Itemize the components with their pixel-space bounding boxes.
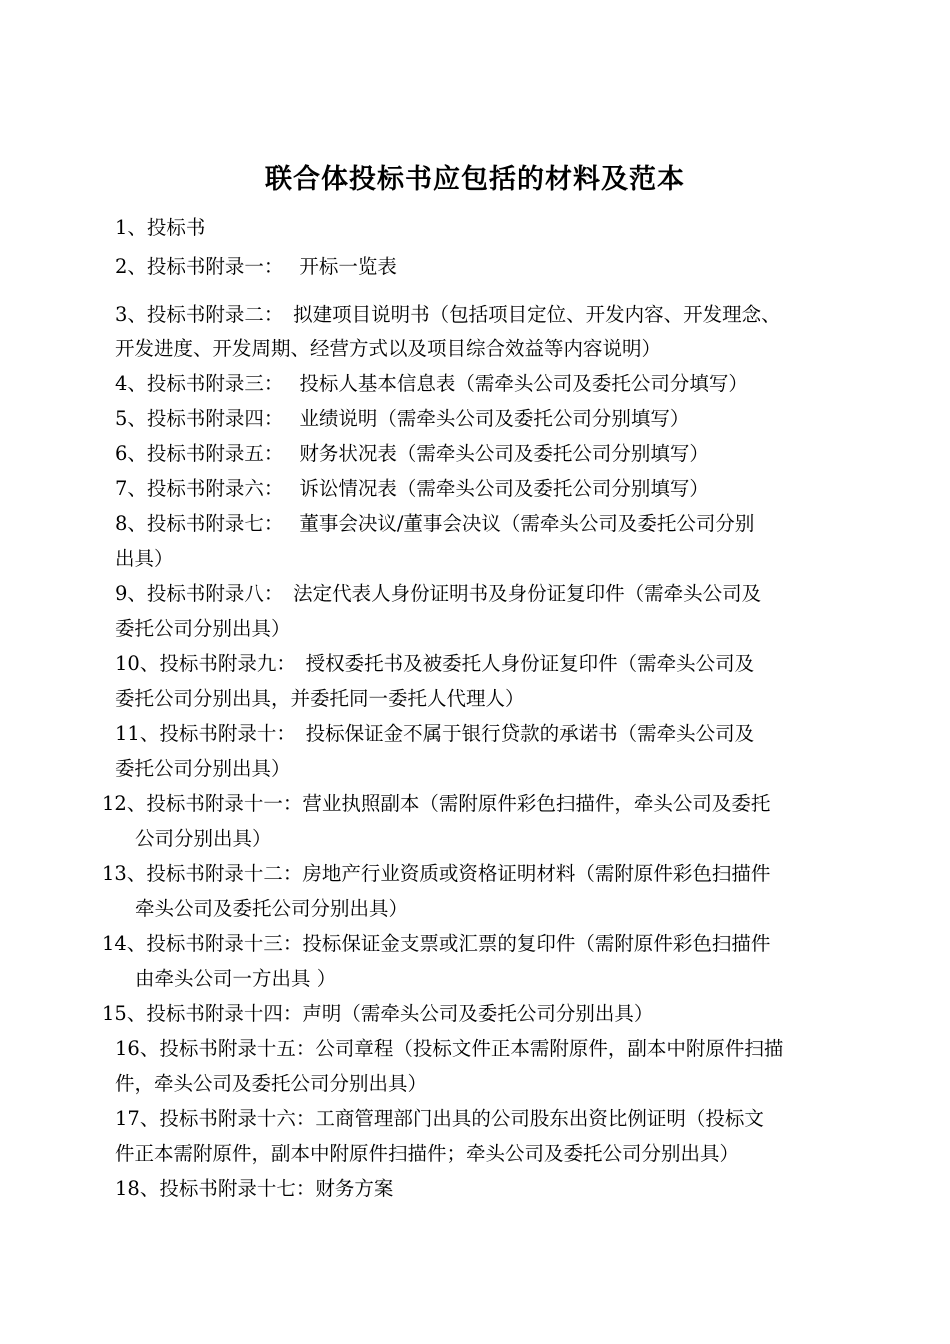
list-item-10-cont: 委托公司分别出具，并委托同一委托人代理人） — [115, 687, 525, 710]
list-item-17: 17、投标书附录十六：工商管理部门出具的公司股东出资比例证明（投标文 — [115, 1107, 764, 1130]
list-item-10: 10、投标书附录九： 授权委托书及被委托人身份证复印件（需牵头公司及 — [115, 652, 755, 675]
list-item-3: 3、投标书附录二： 拟建项目说明书（包括项目定位、开发内容、开发理念、 — [115, 303, 781, 326]
list-item-16-cont: 件，牵头公司及委托公司分别出具） — [115, 1072, 428, 1095]
list-item-12-cont: 公司分别出具） — [135, 827, 272, 850]
list-item-17-cont: 件正本需附原件，副本中附原件扫描件；牵头公司及委托公司分别出具） — [115, 1142, 740, 1165]
list-item-14-cont: 由牵头公司一方出具 ） — [135, 967, 337, 990]
list-item-18: 18、投标书附录十七：财务方案 — [115, 1177, 394, 1200]
list-item-7: 7、投标书附录六： 诉讼情况表（需牵头公司及委托公司分别填写） — [115, 477, 709, 500]
list-item-8-cont: 出具） — [115, 547, 174, 570]
list-item-6: 6、投标书附录五： 财务状况表（需牵头公司及委托公司分别填写） — [115, 442, 709, 465]
list-item-4: 4、投标书附录三： 投标人基本信息表（需牵头公司及委托公司分填写） — [115, 372, 748, 395]
list-item-13-cont: 牵头公司及委托公司分别出具） — [135, 897, 409, 920]
list-item-1: 1、投标书 — [115, 216, 206, 239]
list-item-11-cont: 委托公司分别出具） — [115, 757, 291, 780]
list-item-11: 11、投标书附录十： 投标保证金不属于银行贷款的承诺书（需牵头公司及 — [115, 722, 755, 745]
list-item-12: 12、投标书附录十一：营业执照副本（需附原件彩色扫描件，牵头公司及委托 — [102, 792, 771, 815]
list-item-9: 9、投标书附录八： 法定代表人身份证明书及身份证复印件（需牵头公司及 — [115, 582, 762, 605]
list-item-5: 5、投标书附录四： 业绩说明（需牵头公司及委托公司分别填写） — [115, 407, 690, 430]
document-title: 联合体投标书应包括的材料及范本 — [265, 164, 685, 195]
list-item-3-cont: 开发进度、开发周期、经营方式以及项目综合效益等内容说明） — [115, 337, 662, 360]
list-item-15: 15、投标书附录十四：声明（需牵头公司及委托公司分别出具） — [102, 1002, 654, 1025]
list-item-13: 13、投标书附录十二：房地产行业资质或资格证明材料（需附原件彩色扫描件 — [102, 862, 771, 885]
list-item-14: 14、投标书附录十三：投标保证金支票或汇票的复印件（需附原件彩色扫描件 — [102, 932, 771, 955]
list-item-8: 8、投标书附录七： 董事会决议/董事会决议（需牵头公司及委托公司分别 — [115, 512, 755, 535]
list-item-16: 16、投标书附录十五：公司章程（投标文件正本需附原件，副本中附原件扫描 — [115, 1037, 784, 1060]
list-item-9-cont: 委托公司分别出具） — [115, 617, 291, 640]
list-item-2: 2、投标书附录一： 开标一览表 — [115, 255, 397, 278]
